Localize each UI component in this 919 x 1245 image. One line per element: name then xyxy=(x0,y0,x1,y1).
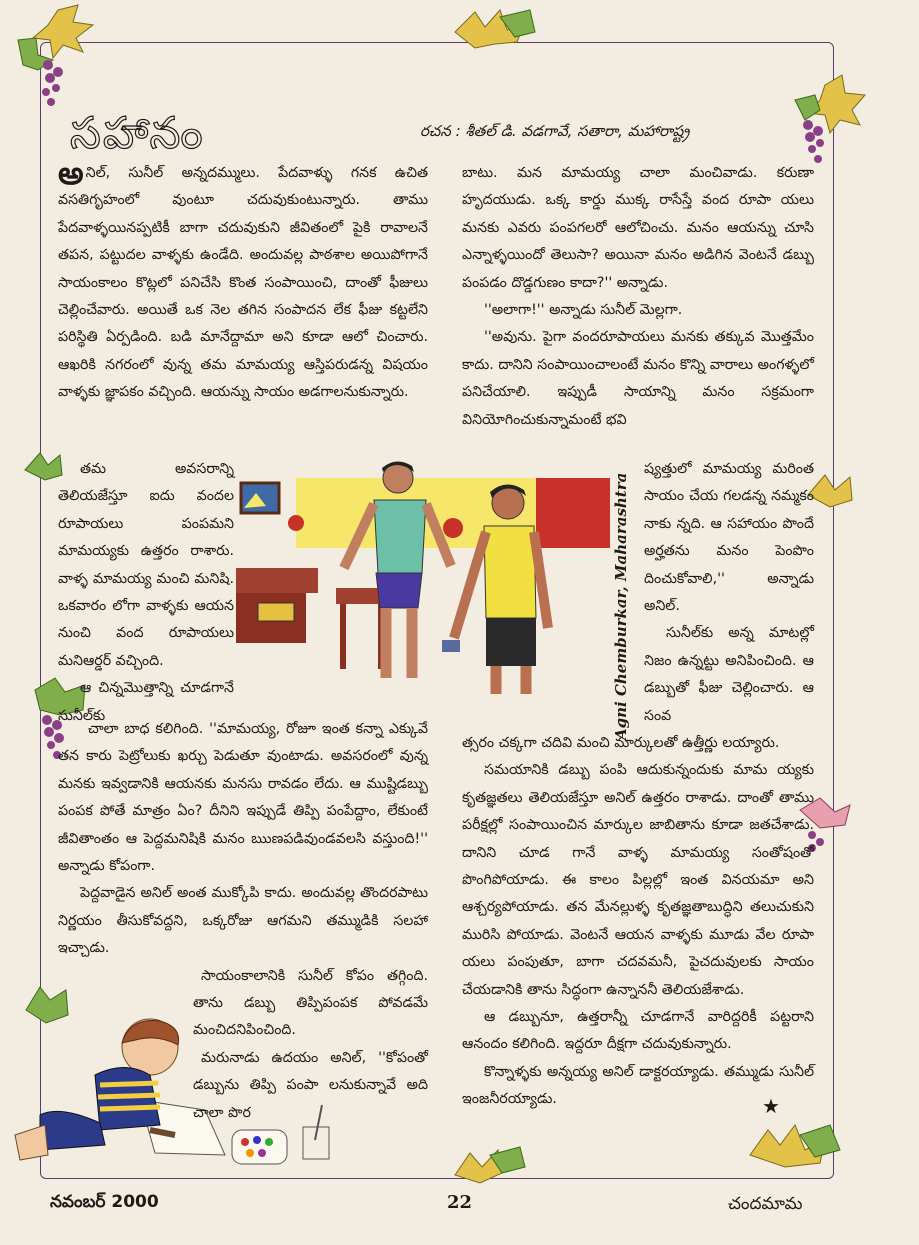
paragraph: చాలా బాధ కలిగింది. ''మామయ్య, రోజూ ఇంత కన్నా ఎక్కువే తన కారు పెట్రోలుకు ఖర్చు పెడుతూ వుంటాడు. అవసరంలో వున్న మనకు ఇవ్వడానికి ఆయనకు మనసు రావడం లేదు. ఆ ముష్టిడబ్బు పంపక పోతే మాత్రం ఏం? దీనిని ఇప్పుడే తిప్పి పంపేద్దాం, లేకుంటే జీవితాంతం ఆ పెద్దమనిషికి మనం ఋణపడివుండవలసి వస్తుంది!'' అన్నాడు కోపంగా. xyxy=(58,721,428,875)
page-number: 22 xyxy=(446,1192,473,1213)
paragraph: ''అవును. పైగా వందరూపాయలు మనకు తక్కువ మొత్తమేం కాదు. దానిని సంపాయించాలంటే మనం కొన్ని వారాలు అంగళ్ళలో పనిచేయాలి. ఇప్పుడీ సాయాన్ని మనం సక్రమంగా వినియోగించుకున్నామంటే భవి xyxy=(462,329,814,428)
paragraph: అనిల్, సునీల్ అన్నదమ్ములు. పేదవాళ్ళు గనక ఉచిత వసతిగృహంలో వుంటూ చదువుకుంటున్నారు. తాము పేదవాళ్ళయినప్పటికీ బాగా చదువుకుని జీవితంలో పైకి రావాలనే తపన, పట్టుదల వాళ్ళకు ఉండేది. అందువల్ల పాఠశాల అయిపోగానే సాయంకాలం కొట్లలో పనిచేసి కొంత సంపాయించి, దాంతో ఫీజులు చెల్లించేవారు. అయితే ఒక నెల తగిన సంపాదన లేక ఫీజు కట్టలేని పరిస్థితి ఏర్పడింది. బడి మానేద్దామా అని కూడా ఆలో చించారు. ఆఖరికి నగరంలో వున్న తమ మామయ్య ఆస్తిపరుడన్న విషయం వాళ్ళకు జ్ఞాపకం వచ్చింది. ఆయన్ను సాయం అడగాలనుకున్నారు. xyxy=(58,154,428,401)
column-2-bottom xyxy=(462,730,814,1114)
paragraph: కొన్నాళ్ళకు అన్నయ్య అనిల్ డాక్టరయ్యాడు. తమ్ముడు సునీల్ ఇంజనీరయ్యాడు. xyxy=(462,1063,814,1108)
drop-cap: అ xyxy=(58,154,84,192)
column-1-top xyxy=(58,154,428,407)
leaf-decoration-top xyxy=(445,2,545,52)
story-byline: రచన : శీతల్ డి. వడగావే, సతారా, మహారాష్ట్ర xyxy=(420,122,690,140)
paragraph: తమ అవసరాన్ని తెలియజేస్తూ ఐదు వందల రూపాయలు పంపమని మామయ్యకు ఉత్తరం రాశారు. వాళ్ళ మామయ్య మంచి మనిషి. ఒకవారం లోగా వాళ్ళకు ఆయన నుంచి వంద రూపాయలు మనిఆర్డర్ వచ్చింది. xyxy=(58,461,234,669)
column-1-wrap xyxy=(58,456,234,730)
grape-leaf-decoration-top-left xyxy=(8,0,118,115)
grape-leaf-decoration-top-right xyxy=(780,65,880,175)
column-1-bottom xyxy=(58,716,428,1127)
story-illustration xyxy=(236,458,610,696)
story-title: సహానం xyxy=(70,108,205,159)
paragraph: మరునాడు ఉదయం అనిల్, ''కోపంతో డబ్బును తిప్పి పంపా లనుకున్నావే అది చాలా పొర xyxy=(193,1049,428,1121)
footer-date: నవంబర్ 2000 xyxy=(50,1192,159,1212)
paragraph: ''అలాగా!'' అన్నాడు సునీల్ మెల్లగా. xyxy=(484,302,683,319)
paragraph: బాటు. మన మామయ్య చాలా మంచివాడు. కరుణా హృదయుడు. ఒక్క కార్డు ముక్క రాసేస్తే వంద రూపా యలు మనకు ఎవరు పంపగలరో ఆలోచించు. మనం ఆయన్ను చూసి ఎన్నాళ్ళయిందో తెలుసా? అయినా మనం అడిగిన వెంటనే డబ్బు పంపడం దొడ్డగుణం కాదా?'' అన్నాడు. xyxy=(462,165,814,291)
paragraph: పెద్దవాడైన అనిల్ అంత ముక్కోపి కాదు. అందువల్ల తొందరపాటు నిర్ణయం తీసుకోవద్దని, ఒక్కరోజు ఆగమని తమ్ముడికి సలహా ఇచ్చాడు. xyxy=(58,885,428,957)
paragraph: త్సరం చక్కగా చదివి మంచి మార్కులతో ఉత్తీర్ణు లయ్యారు. xyxy=(462,735,780,751)
illustration-credit: Agni Chemburkar, Maharashtra xyxy=(612,472,630,740)
paragraph: ఆ చిన్నమొత్తాన్ని చూడగానే సునీల్‌కు xyxy=(58,680,234,724)
leaf-decoration-bottom-right xyxy=(740,1115,850,1175)
paragraph: ష్యత్తులో మామయ్య మరింత సాయం చేయ గలడన్న నమ్మకం నాకు న్నది. ఆ సహాయం పొందే అర్హతను మనం పెంపొం దించుకోవాలి,'' అన్నాడు అనిల్. xyxy=(644,461,814,615)
magazine-name: చందమామ xyxy=(728,1194,803,1214)
paragraph: సాయంకాలానికి సునీల్ కోపం తగ్గింది. తాను డబ్బు తిప్పిపంపక పోవడమే మంచిదనిపించింది. xyxy=(193,967,428,1039)
leaf-decoration-bottom xyxy=(440,1135,540,1190)
paragraph: సునీల్‌కు అన్న మాటల్లో నిజం ఉన్నట్టు అనిపించింది. ఆ డబ్బుతో ఫీజు చెల్లించారు. ఆ సంవ xyxy=(644,625,814,724)
brothers-room-scene xyxy=(236,458,610,696)
end-mark-icon: ★ xyxy=(762,1094,780,1118)
column-2-top xyxy=(462,160,814,434)
paragraph: ఆ డబ్బునూ, ఉత్తరాన్నీ చూడగానే వారిద్దరికీ పట్టరాని ఆనందం కలిగింది. ఇద్దరూ దీక్షగా చదువుకున్నారు. xyxy=(462,1009,814,1053)
column-2-wrap xyxy=(644,456,814,730)
paragraph: సమయానికి డబ్బు పంపి ఆదుకున్నందుకు మామ య్యకు కృతజ్ఞతలు తెలియజేస్తూ అనిల్ ఉత్తరం రాశాడు. దాంతో తాము పరీక్షల్లో సంపాయించిన మార్కుల జాబితాను కూడా జతచేశాడు. దానిని చూడ గానే వాళ్ళ మామయ్య సంతోషంతో పొంగిపోయాడు. ఈ కాలం పిల్లల్లో ఇంత వినయమా అని ఆశ్చర్యపోయాడు. తన మేనల్లుళ్ళ కృతజ్ఞతాబుద్ధిని తలుచుకుని మురిసి పోయాడు. వెంటనే ఆయన వాళ్ళకు మూడు వేల రూపా యలు పంపుతూ, బాగా చదవమనీ, పైచదువులకు సాయం చేయడానికి తాను సిద్ధంగా ఉన్నాననీ తెలియజేశాడు. xyxy=(462,762,814,998)
